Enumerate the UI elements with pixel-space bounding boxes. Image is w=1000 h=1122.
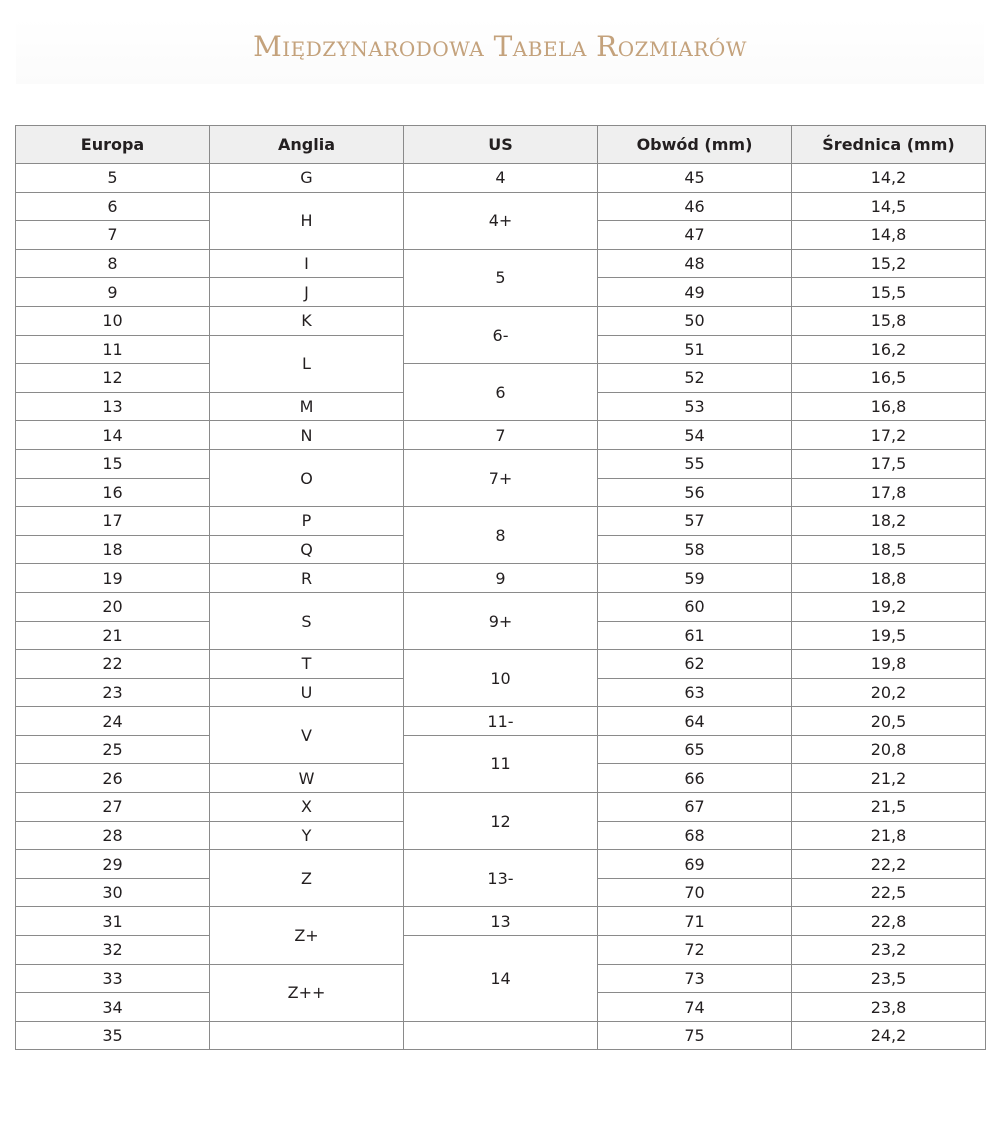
table-row xyxy=(16,164,986,193)
cell-obwod: 70 xyxy=(598,878,792,907)
cell-europa: 31 xyxy=(16,907,210,936)
table-row xyxy=(16,793,986,822)
table-row xyxy=(16,564,986,593)
table-row xyxy=(16,449,986,478)
cell-anglia: G xyxy=(210,164,404,193)
cell-obwod: 57 xyxy=(598,507,792,536)
table-row xyxy=(16,364,986,393)
page-title: Międzynarodowa Tabela Rozmiarów xyxy=(253,30,747,63)
cell-srednica: 18,2 xyxy=(792,507,986,536)
table-row xyxy=(16,650,986,679)
cell-obwod: 69 xyxy=(598,850,792,879)
cell-anglia: K xyxy=(210,306,404,335)
cell-srednica: 16,5 xyxy=(792,364,986,393)
cell-europa: 9 xyxy=(16,278,210,307)
cell-anglia: S xyxy=(210,592,404,649)
cell-obwod: 66 xyxy=(598,764,792,793)
cell-obwod: 48 xyxy=(598,249,792,278)
cell-srednica: 15,5 xyxy=(792,278,986,307)
cell-srednica: 18,5 xyxy=(792,535,986,564)
cell-anglia: H xyxy=(210,192,404,249)
cell-anglia: Q xyxy=(210,535,404,564)
cell-obwod: 51 xyxy=(598,335,792,364)
cell-europa: 25 xyxy=(16,735,210,764)
cell-europa: 13 xyxy=(16,392,210,421)
cell-us: 11 xyxy=(404,735,598,792)
cell-us: 4+ xyxy=(404,192,598,249)
cell-srednica: 20,5 xyxy=(792,707,986,736)
table-row xyxy=(16,507,986,536)
cell-obwod: 72 xyxy=(598,936,792,965)
table-row xyxy=(16,707,986,736)
cell-obwod: 55 xyxy=(598,449,792,478)
header-us: US xyxy=(404,126,598,164)
cell-obwod: 54 xyxy=(598,421,792,450)
cell-srednica: 22,8 xyxy=(792,907,986,936)
cell-srednica: 16,2 xyxy=(792,335,986,364)
table-body xyxy=(16,164,986,1050)
table-row xyxy=(16,735,986,764)
cell-us: 6 xyxy=(404,364,598,421)
cell-anglia: P xyxy=(210,507,404,536)
cell-srednica: 14,2 xyxy=(792,164,986,193)
header-row xyxy=(16,126,986,164)
cell-srednica: 17,2 xyxy=(792,421,986,450)
cell-obwod: 71 xyxy=(598,907,792,936)
cell-obwod: 73 xyxy=(598,964,792,993)
cell-europa: 18 xyxy=(16,535,210,564)
cell-europa: 30 xyxy=(16,878,210,907)
table-row xyxy=(16,306,986,335)
table-row xyxy=(16,192,986,221)
cell-us: 7+ xyxy=(404,449,598,506)
cell-obwod: 67 xyxy=(598,793,792,822)
cell-obwod: 56 xyxy=(598,478,792,507)
cell-us: 10 xyxy=(404,650,598,707)
cell-srednica: 22,5 xyxy=(792,878,986,907)
cell-anglia: O xyxy=(210,449,404,506)
header-obwod: Obwód (mm) xyxy=(598,126,792,164)
header-europa: Europa xyxy=(16,126,210,164)
cell-obwod: 46 xyxy=(598,192,792,221)
cell-anglia: Z xyxy=(210,850,404,907)
cell-obwod: 68 xyxy=(598,821,792,850)
cell-srednica: 17,5 xyxy=(792,449,986,478)
cell-anglia: J xyxy=(210,278,404,307)
cell-srednica: 23,8 xyxy=(792,993,986,1022)
table-row xyxy=(16,421,986,450)
cell-europa: 20 xyxy=(16,592,210,621)
cell-anglia: W xyxy=(210,764,404,793)
table-row xyxy=(16,1021,986,1050)
cell-europa: 33 xyxy=(16,964,210,993)
cell-srednica: 16,8 xyxy=(792,392,986,421)
table-row xyxy=(16,850,986,879)
cell-srednica: 23,2 xyxy=(792,936,986,965)
cell-us: 12 xyxy=(404,793,598,850)
header-srednica: Średnica (mm) xyxy=(792,126,986,164)
cell-srednica: 18,8 xyxy=(792,564,986,593)
cell-us xyxy=(404,1021,598,1050)
cell-srednica: 21,5 xyxy=(792,793,986,822)
cell-obwod: 74 xyxy=(598,993,792,1022)
cell-us: 9+ xyxy=(404,592,598,649)
size-table xyxy=(15,125,986,1050)
cell-srednica: 15,8 xyxy=(792,306,986,335)
cell-europa: 11 xyxy=(16,335,210,364)
cell-europa: 34 xyxy=(16,993,210,1022)
cell-us: 6- xyxy=(404,306,598,363)
cell-anglia: M xyxy=(210,392,404,421)
cell-us: 9 xyxy=(404,564,598,593)
cell-europa: 5 xyxy=(16,164,210,193)
cell-europa: 35 xyxy=(16,1021,210,1050)
cell-obwod: 60 xyxy=(598,592,792,621)
cell-europa: 28 xyxy=(16,821,210,850)
cell-srednica: 21,2 xyxy=(792,764,986,793)
cell-srednica: 22,2 xyxy=(792,850,986,879)
cell-srednica: 17,8 xyxy=(792,478,986,507)
cell-srednica: 20,2 xyxy=(792,678,986,707)
cell-srednica: 15,2 xyxy=(792,249,986,278)
cell-us: 5 xyxy=(404,249,598,306)
cell-europa: 23 xyxy=(16,678,210,707)
cell-obwod: 45 xyxy=(598,164,792,193)
cell-obwod: 65 xyxy=(598,735,792,764)
cell-europa: 29 xyxy=(16,850,210,879)
cell-anglia: Z+ xyxy=(210,907,404,964)
cell-obwod: 61 xyxy=(598,621,792,650)
cell-obwod: 59 xyxy=(598,564,792,593)
cell-obwod: 63 xyxy=(598,678,792,707)
cell-obwod: 58 xyxy=(598,535,792,564)
header-anglia: Anglia xyxy=(210,126,404,164)
table-row xyxy=(16,907,986,936)
cell-anglia: X xyxy=(210,793,404,822)
cell-anglia: R xyxy=(210,564,404,593)
cell-anglia: U xyxy=(210,678,404,707)
cell-srednica: 23,5 xyxy=(792,964,986,993)
cell-europa: 21 xyxy=(16,621,210,650)
cell-anglia xyxy=(210,1021,404,1050)
cell-srednica: 19,2 xyxy=(792,592,986,621)
cell-obwod: 75 xyxy=(598,1021,792,1050)
cell-srednica: 20,8 xyxy=(792,735,986,764)
cell-anglia: N xyxy=(210,421,404,450)
table-row xyxy=(16,936,986,965)
cell-europa: 16 xyxy=(16,478,210,507)
cell-srednica: 21,8 xyxy=(792,821,986,850)
cell-obwod: 64 xyxy=(598,707,792,736)
cell-europa: 14 xyxy=(16,421,210,450)
cell-us: 11- xyxy=(404,707,598,736)
cell-us: 14 xyxy=(404,936,598,1022)
cell-us: 13 xyxy=(404,907,598,936)
cell-europa: 10 xyxy=(16,306,210,335)
cell-obwod: 53 xyxy=(598,392,792,421)
cell-anglia: L xyxy=(210,335,404,392)
cell-europa: 19 xyxy=(16,564,210,593)
cell-obwod: 49 xyxy=(598,278,792,307)
cell-obwod: 50 xyxy=(598,306,792,335)
cell-us: 8 xyxy=(404,507,598,564)
cell-obwod: 52 xyxy=(598,364,792,393)
cell-europa: 27 xyxy=(16,793,210,822)
cell-europa: 32 xyxy=(16,936,210,965)
cell-anglia: V xyxy=(210,707,404,764)
cell-obwod: 62 xyxy=(598,650,792,679)
cell-srednica: 14,5 xyxy=(792,192,986,221)
cell-europa: 7 xyxy=(16,221,210,250)
cell-us: 7 xyxy=(404,421,598,450)
cell-europa: 17 xyxy=(16,507,210,536)
cell-us: 13- xyxy=(404,850,598,907)
cell-srednica: 19,5 xyxy=(792,621,986,650)
cell-us: 4 xyxy=(404,164,598,193)
cell-srednica: 24,2 xyxy=(792,1021,986,1050)
cell-europa: 15 xyxy=(16,449,210,478)
cell-srednica: 19,8 xyxy=(792,650,986,679)
cell-anglia: Z++ xyxy=(210,964,404,1021)
cell-europa: 24 xyxy=(16,707,210,736)
cell-obwod: 47 xyxy=(598,221,792,250)
cell-anglia: I xyxy=(210,249,404,278)
cell-srednica: 14,8 xyxy=(792,221,986,250)
cell-anglia: T xyxy=(210,650,404,679)
cell-anglia: Y xyxy=(210,821,404,850)
cell-europa: 22 xyxy=(16,650,210,679)
cell-europa: 6 xyxy=(16,192,210,221)
cell-europa: 26 xyxy=(16,764,210,793)
table-row xyxy=(16,592,986,621)
table-row xyxy=(16,249,986,278)
cell-europa: 12 xyxy=(16,364,210,393)
cell-europa: 8 xyxy=(16,249,210,278)
